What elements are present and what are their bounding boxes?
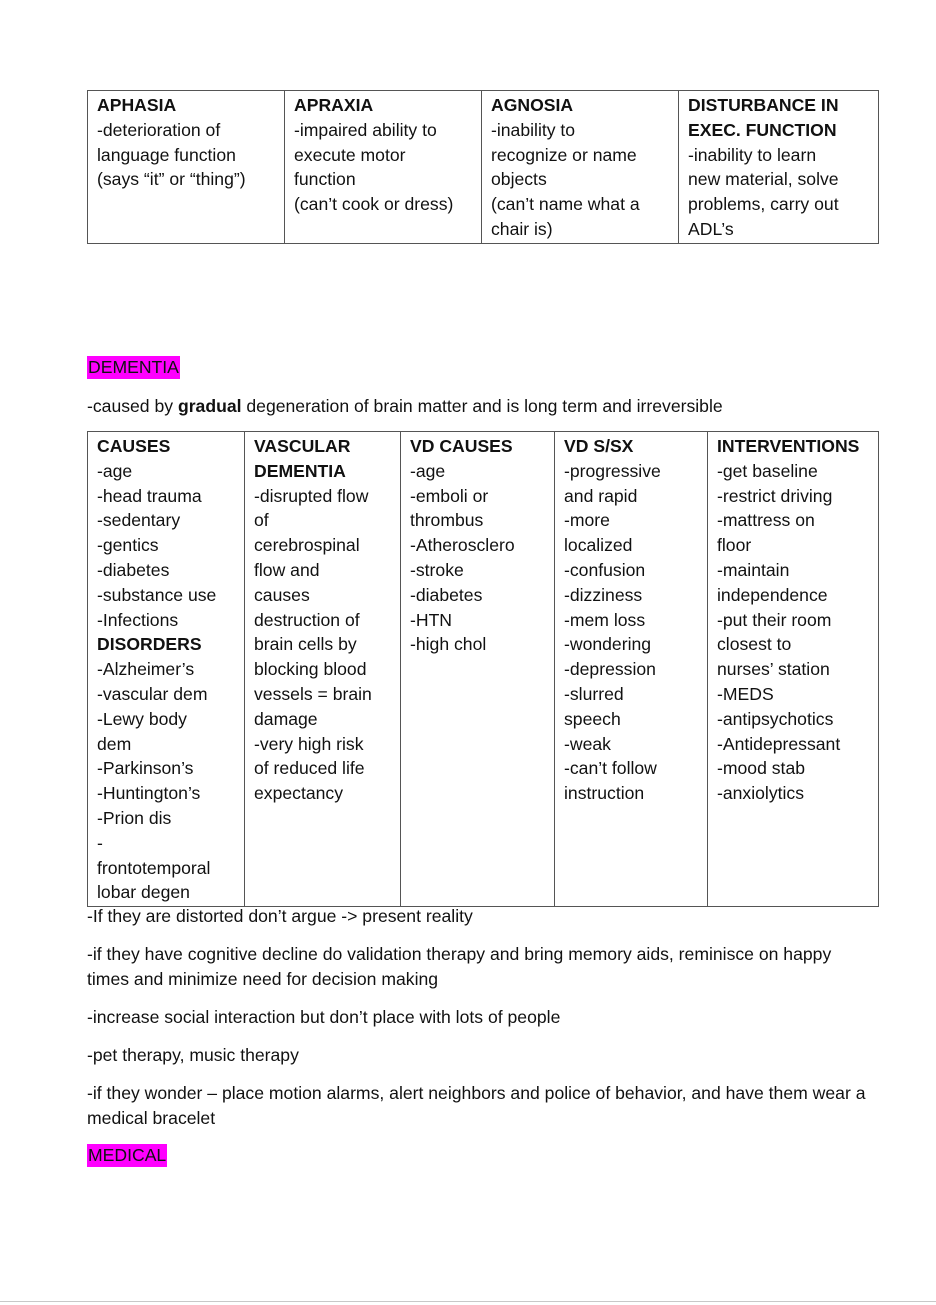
cell-line: -high chol: [410, 634, 487, 655]
dementia-intro: [87, 394, 877, 419]
medical-heading: MEDICAL: [88, 1145, 167, 1165]
cell-line: -can’t follow: [564, 758, 657, 779]
note-paragraph: -increase social interaction but don’t place with lots of people: [87, 1007, 561, 1027]
cell-line: -age: [410, 460, 446, 481]
disorders-heading: DISORDERS: [97, 634, 202, 655]
cell-line: blocking blood: [254, 659, 367, 680]
cell-line: of reduced life: [254, 758, 365, 779]
dementia-table: [87, 431, 879, 907]
vd-sx-heading: VD S/SX: [564, 436, 634, 456]
cell-line: -Prion dis: [97, 807, 172, 828]
apraxia-cell: [285, 91, 482, 244]
vd-sx-cell: [555, 432, 708, 907]
cell-line: frontotemporal: [97, 857, 211, 878]
exec-function-heading: DISTURBANCE IN EXEC. FUNCTION: [688, 95, 844, 140]
page-bottom-divider: [0, 1301, 936, 1302]
cell-line: -head trauma: [97, 485, 202, 506]
cell-line: -substance use: [97, 584, 217, 605]
agnosia-heading: AGNOSIA: [491, 95, 574, 115]
cell-line: thrombus: [410, 510, 484, 531]
cell-line: of: [254, 510, 269, 531]
cell-line: -dizziness: [564, 584, 643, 605]
cell-line: and rapid: [564, 485, 638, 506]
cell-line: ADL’s: [688, 218, 734, 239]
cell-line: -deterioration of: [97, 119, 221, 140]
cell-line: -diabetes: [410, 584, 483, 605]
cell-line: recognize or name: [491, 144, 637, 165]
cell-line: -inability to: [491, 119, 576, 140]
cell-line: -sedentary: [97, 510, 181, 531]
interventions-heading: INTERVENTIONS: [717, 436, 860, 456]
apraxia-heading: APRAXIA: [294, 95, 374, 115]
aphasia-cell: [88, 91, 285, 244]
cell-line: -Antidepressant: [717, 733, 841, 754]
cell-line: -Lewy body: [97, 708, 187, 729]
cell-line: destruction of: [254, 609, 360, 630]
vd-causes-heading: VD CAUSES: [410, 436, 513, 456]
cell-line: -Huntington’s: [97, 783, 201, 804]
cell-line: causes: [254, 584, 310, 605]
cell-line: -wondering: [564, 634, 652, 655]
aphasia-heading: APHASIA: [97, 95, 177, 115]
vascular-dementia-cell: [245, 432, 401, 907]
note-paragraph: -if they wonder – place motion alarms, alert neighbors and police of behavior, and have them wear a medical bracelet: [87, 1083, 866, 1128]
cell-line: -slurred: [564, 683, 624, 704]
cell-line: flow and: [254, 559, 320, 580]
cell-line: -Atherosclero: [410, 535, 515, 556]
exec-function-cell: [679, 91, 879, 244]
cell-line: language function: [97, 144, 236, 165]
cell-line: -disrupted flow: [254, 485, 369, 506]
cell-line: -MEDS: [717, 683, 774, 704]
cell-line: -Parkinson’s: [97, 758, 194, 779]
cell-line: -vascular dem: [97, 683, 208, 704]
cell-line: -antipsychotics: [717, 708, 834, 729]
intro-bold: gradual: [177, 396, 242, 416]
interventions-cell: [708, 432, 879, 907]
causes-cell: [88, 432, 245, 907]
cell-line: -restrict driving: [717, 485, 833, 506]
cell-line: -gentics: [97, 535, 159, 556]
cell-line: independence: [717, 584, 828, 605]
cell-line: (can’t name what a: [491, 194, 640, 215]
cell-line: -confusion: [564, 559, 646, 580]
cell-line: localized: [564, 535, 633, 556]
cognitive-deficits-table: [87, 90, 879, 244]
cell-line: -diabetes: [97, 559, 170, 580]
cell-line: lobar degen: [97, 882, 190, 903]
cell-line: -maintain: [717, 559, 790, 580]
cell-line: -stroke: [410, 559, 464, 580]
cell-line: vessels = brain: [254, 683, 372, 704]
cell-line: function: [294, 169, 356, 190]
cell-line: -mood stab: [717, 758, 806, 779]
cell-line: -age: [97, 460, 133, 481]
dementia-heading: DEMENTIA: [88, 357, 179, 377]
cell-line: execute motor: [294, 144, 406, 165]
cell-line: -anxiolytics: [717, 783, 805, 804]
cell-line: -HTN: [410, 609, 453, 630]
vascular-heading: VASCULAR DEMENTIA: [254, 436, 356, 481]
cell-line: speech: [564, 708, 621, 729]
cell-line: -emboli or: [410, 485, 489, 506]
cell-line: damage: [254, 708, 318, 729]
cell-line: -inability to learn: [688, 144, 817, 165]
cell-line: -get baseline: [717, 460, 818, 481]
cell-line: brain cells by: [254, 634, 357, 655]
cell-line: objects: [491, 169, 547, 190]
cell-line: -mattress on: [717, 510, 815, 531]
agnosia-cell: [482, 91, 679, 244]
cell-line: new material, solve: [688, 169, 839, 190]
cell-line: -progressive: [564, 460, 661, 481]
cell-line: -put their room: [717, 609, 832, 630]
note-paragraph: -pet therapy, music therapy: [87, 1045, 299, 1065]
cell-line: -mem loss: [564, 609, 646, 630]
cell-line: -impaired ability to: [294, 119, 437, 140]
cell-line: -weak: [564, 733, 611, 754]
cell-line: chair is): [491, 218, 553, 239]
cell-line: (says “it” or “thing”): [97, 169, 246, 190]
cell-line: dem: [97, 733, 132, 754]
note-paragraph: -If they are distorted don’t argue -> present reality: [87, 906, 473, 926]
cell-line: (can’t cook or dress): [294, 194, 454, 215]
cell-line: -very high risk: [254, 733, 364, 754]
cell-line: -Infections: [97, 609, 179, 630]
cell-line: -depression: [564, 659, 656, 680]
cell-line: -: [97, 832, 103, 853]
cell-line: cerebrospinal: [254, 535, 360, 556]
cell-line: closest to: [717, 634, 792, 655]
cell-line: floor: [717, 535, 752, 556]
intro-suffix: degeneration of brain matter and is long term and irreversible: [241, 396, 723, 416]
cell-line: -more: [564, 510, 610, 531]
cell-line: expectancy: [254, 783, 343, 804]
vd-causes-cell: [401, 432, 555, 907]
cell-line: nurses’ station: [717, 659, 830, 680]
cell-line: -Alzheimer’s: [97, 659, 195, 680]
note-paragraph: -if they have cognitive decline do validation therapy and bring memory aids, reminisce on happy times and minimize need for decision making: [87, 944, 832, 989]
cell-line: problems, carry out: [688, 194, 839, 215]
intro-prefix: -caused by: [87, 396, 178, 416]
causes-heading: CAUSES: [97, 436, 171, 456]
cell-line: instruction: [564, 783, 645, 804]
